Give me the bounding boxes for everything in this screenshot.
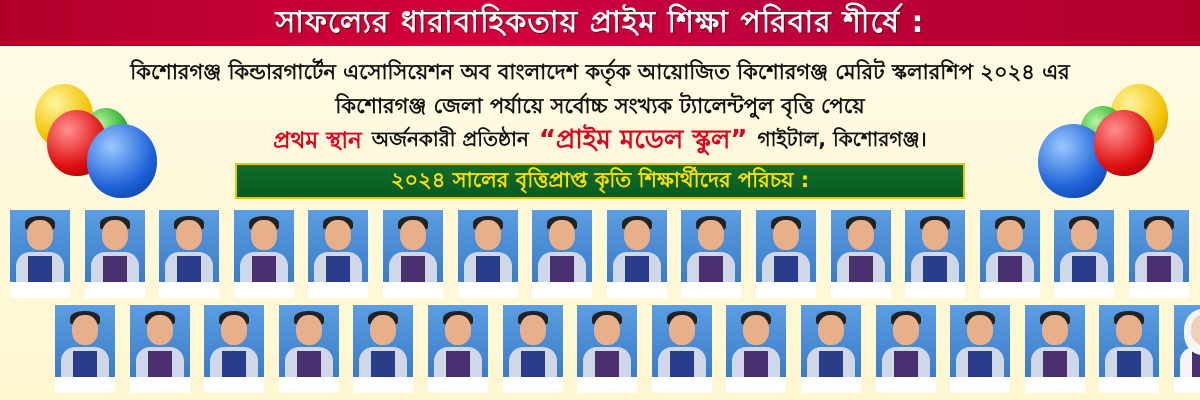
student-card <box>85 210 145 298</box>
student-card <box>234 210 294 298</box>
student-card <box>279 305 339 393</box>
student-card <box>458 210 518 298</box>
student-photo <box>1099 305 1159 377</box>
student-card <box>1174 305 1200 393</box>
student-name <box>353 378 413 392</box>
student-photo <box>577 305 637 377</box>
headline-bar <box>0 0 1200 46</box>
student-card <box>428 305 488 393</box>
student-card <box>726 305 786 393</box>
student-photo <box>204 305 264 377</box>
student-name <box>905 283 965 297</box>
student-name <box>503 378 563 392</box>
student-name <box>308 283 368 297</box>
student-card <box>353 305 413 393</box>
student-card <box>876 305 936 393</box>
student-name <box>950 378 1010 392</box>
student-photo <box>607 210 667 282</box>
student-photo <box>10 210 70 282</box>
student-name <box>1174 378 1200 392</box>
student-name <box>234 283 294 297</box>
student-card <box>10 210 70 298</box>
student-card <box>577 305 637 393</box>
student-photo <box>279 305 339 377</box>
student-card <box>159 210 219 298</box>
student-card <box>308 210 368 298</box>
student-name <box>876 378 936 392</box>
student-name <box>607 283 667 297</box>
student-photo <box>383 210 443 282</box>
student-card <box>1129 210 1189 298</box>
student-card <box>681 210 741 298</box>
student-card <box>607 210 667 298</box>
student-photo <box>532 210 592 282</box>
school-name: “প্রাইম মডেল স্কুল” <box>538 125 748 155</box>
student-photo <box>1174 305 1200 377</box>
student-name <box>383 283 443 297</box>
student-card <box>1025 305 1085 393</box>
student-name <box>130 378 190 392</box>
student-card <box>532 210 592 298</box>
student-photo <box>681 210 741 282</box>
student-photo <box>458 210 518 282</box>
student-name <box>1129 283 1189 297</box>
student-name <box>428 378 488 392</box>
student-photo <box>428 305 488 377</box>
headline-text: সাফল্যের ধারাবাহিকতায় প্রাইম শিক্ষা পরিবার শীর্ষে : <box>275 4 925 40</box>
first-place-text: প্রথম স্থান <box>273 127 362 154</box>
achiever-text: অর্জনকারী প্রতিষ্ঠান <box>371 126 529 151</box>
student-name <box>279 378 339 392</box>
student-card <box>980 210 1040 298</box>
student-card <box>652 305 712 393</box>
student-card <box>383 210 443 298</box>
student-name <box>831 283 891 297</box>
student-name <box>204 378 264 392</box>
student-name <box>652 378 712 392</box>
announcement-line-3 <box>0 124 1200 158</box>
student-card <box>55 305 115 393</box>
student-photo <box>950 305 1010 377</box>
student-photo <box>652 305 712 377</box>
student-photo <box>1129 210 1189 282</box>
student-card <box>756 210 816 298</box>
student-name <box>756 283 816 297</box>
student-name <box>55 378 115 392</box>
student-photo <box>801 305 861 377</box>
student-card <box>1054 210 1114 298</box>
student-photo <box>726 305 786 377</box>
student-card <box>503 305 563 393</box>
student-photo <box>905 210 965 282</box>
student-name <box>159 283 219 297</box>
school-location: গাইটাল, কিশোরগঞ্জ। <box>757 126 927 151</box>
section-ribbon <box>235 163 965 199</box>
student-name <box>681 283 741 297</box>
student-photo <box>85 210 145 282</box>
student-photo <box>308 210 368 282</box>
student-name <box>85 283 145 297</box>
student-photo <box>234 210 294 282</box>
student-card <box>1099 305 1159 393</box>
student-photo <box>876 305 936 377</box>
student-photo <box>1054 210 1114 282</box>
ribbon-text: ২০২৪ সালের বৃত্তিপ্রাপ্ত কৃতি শিক্ষার্থীদের পরিচয় : <box>390 167 810 192</box>
student-name <box>577 378 637 392</box>
student-name <box>10 283 70 297</box>
student-photo <box>756 210 816 282</box>
student-name <box>1099 378 1159 392</box>
student-card <box>204 305 264 393</box>
student-name <box>458 283 518 297</box>
student-name <box>1025 378 1085 392</box>
student-card <box>130 305 190 393</box>
student-card <box>950 305 1010 393</box>
student-photo <box>159 210 219 282</box>
student-card <box>905 210 965 298</box>
student-photo <box>1025 305 1085 377</box>
student-photo <box>503 305 563 377</box>
student-name <box>801 378 861 392</box>
student-photo <box>55 305 115 377</box>
announcement-line-2: কিশোরগঞ্জ জেলা পর্যায়ে সর্বোচ্চ সংখ্যক ট্যালেন্টপুল বৃত্তি পেয়ে <box>335 94 865 118</box>
student-name <box>726 378 786 392</box>
student-photo <box>130 305 190 377</box>
student-photo <box>980 210 1040 282</box>
student-name <box>980 283 1040 297</box>
student-name <box>1054 283 1114 297</box>
student-photo <box>353 305 413 377</box>
announcement-line-1: কিশোরগঞ্জ কিন্ডারগার্টেন এসোসিয়েশন অব বাংলাদেশ কর্তৃক আয়োজিত কিশোরগঞ্জ মেরিট স্কলারশিপ ২০২৪ এর <box>130 60 1070 84</box>
student-card <box>801 305 861 393</box>
student-card <box>831 210 891 298</box>
student-photo <box>831 210 891 282</box>
student-name <box>532 283 592 297</box>
